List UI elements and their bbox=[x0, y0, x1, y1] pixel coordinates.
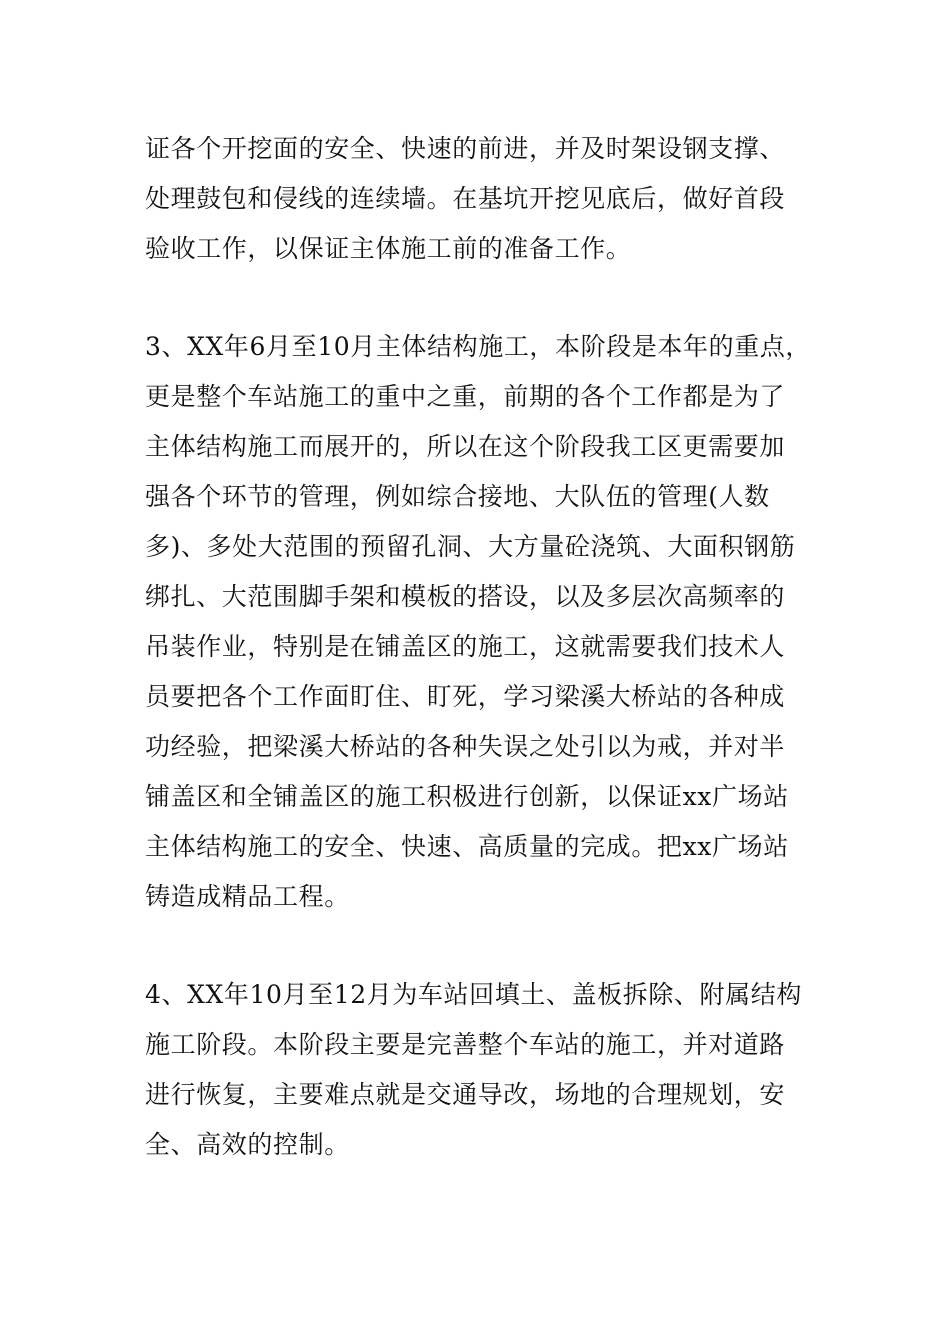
text-line: 进行恢复，主要难点就是交通导改，场地的合理规划，安 bbox=[145, 1080, 786, 1109]
document-body bbox=[145, 124, 845, 1170]
text-line: 功经验，把梁溪大桥站的各种失误之处引以为戒，并对半 bbox=[145, 732, 786, 761]
text-line: 处理鼓包和侵线的连续墙。在基坑开挖见底后，做好首段 bbox=[145, 184, 786, 213]
text-line: 证各个开挖面的安全、快速的前进，并及时架设钢支撑、 bbox=[145, 134, 786, 163]
text-line: 施工阶段。本阶段主要是完善整个车站的施工，并对道路 bbox=[145, 1030, 786, 1059]
text-line: 主体结构施工的安全、快速、高质量的完成。把xx广场站 bbox=[145, 832, 789, 861]
paragraph-excavation-continued bbox=[145, 124, 845, 274]
text-line: 3、XX年6月至10月主体结构施工，本阶段是本年的重点， bbox=[145, 332, 812, 361]
text-line: 全、高效的控制。 bbox=[145, 1130, 350, 1159]
paragraph-item-4-backfill bbox=[145, 970, 845, 1170]
text-line: 多)、多处大范围的预留孔洞、大方量砼浇筑、大面积钢筋 bbox=[145, 532, 796, 561]
paragraph-spacer bbox=[145, 922, 845, 970]
text-line: 4、XX年10月至12月为车站回填土、盖板拆除、附属结构 bbox=[145, 980, 802, 1009]
text-line: 更是整个车站施工的重中之重，前期的各个工作都是为了 bbox=[145, 382, 786, 411]
text-line: 强各个环节的管理，例如综合接地、大队伍的管理(人数 bbox=[145, 482, 770, 511]
paragraph-spacer bbox=[145, 274, 845, 322]
text-line: 铸造成精品工程。 bbox=[145, 882, 350, 911]
text-line: 员要把各个工作面盯住、盯死，学习梁溪大桥站的各种成 bbox=[145, 682, 786, 711]
text-line: 主体结构施工而展开的，所以在这个阶段我工区更需要加 bbox=[145, 432, 786, 461]
text-line: 绑扎、大范围脚手架和模板的搭设，以及多层次高频率的 bbox=[145, 582, 786, 611]
text-line: 验收工作，以保证主体施工前的准备工作。 bbox=[145, 234, 632, 263]
text-line: 吊装作业，特别是在铺盖区的施工，这就需要我们技术人 bbox=[145, 632, 786, 661]
paragraph-item-3-main-structure bbox=[145, 322, 845, 922]
text-line: 铺盖区和全铺盖区的施工积极进行创新，以保证xx广场站 bbox=[145, 782, 789, 811]
